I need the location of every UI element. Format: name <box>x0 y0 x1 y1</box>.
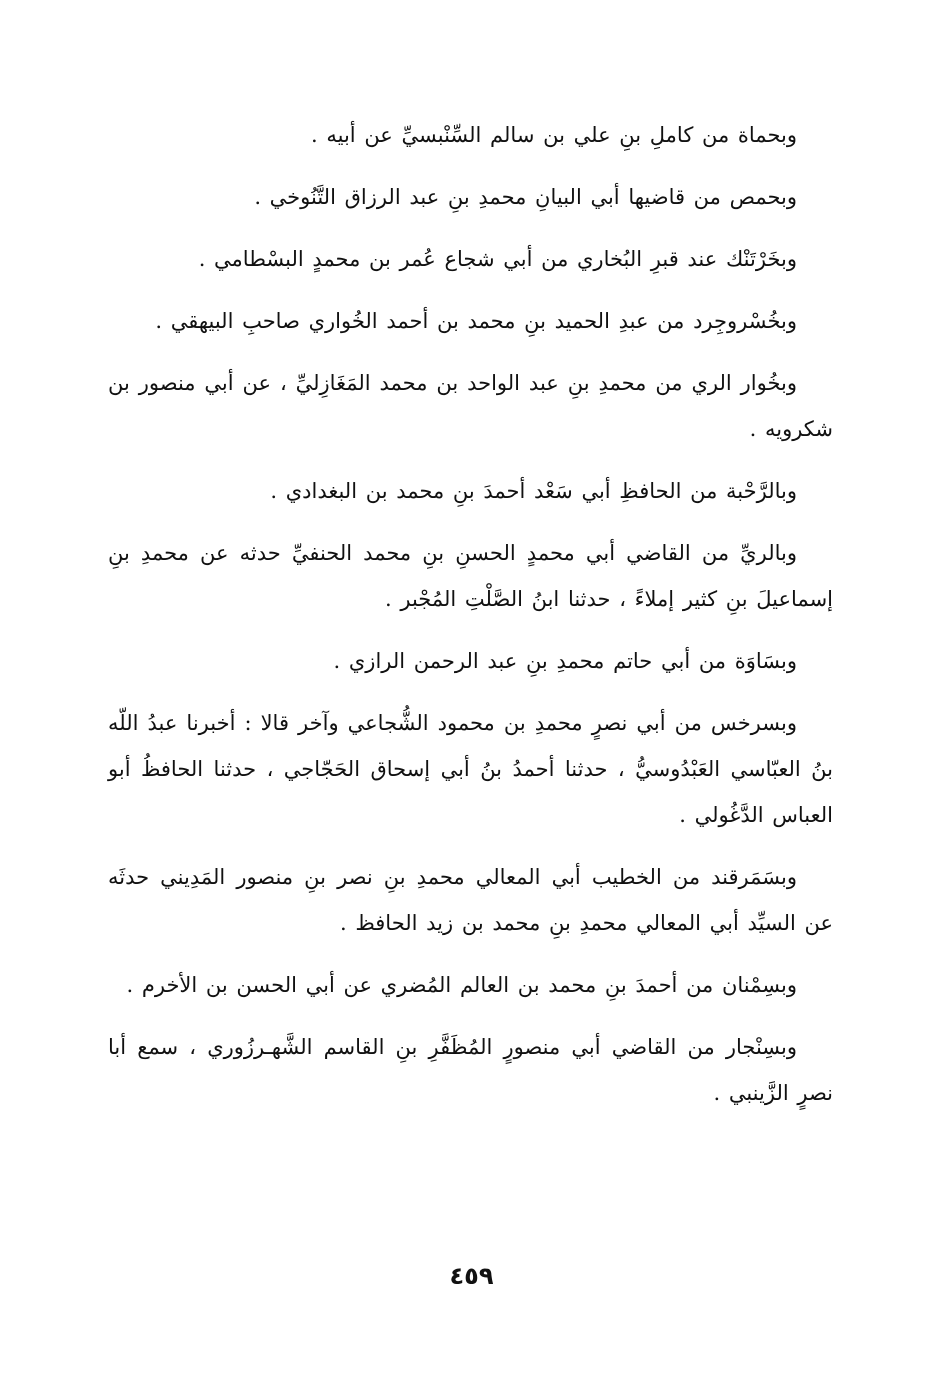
paragraph-sinjar: وبسِنْجار من القاضي أبي منصورٍ المُظَفَّرِ بنِ القاسم الشَّهـرزُوري ، سمع أبا نصرٍ الزَّينبي . <box>108 1035 833 1105</box>
paragraph-sawa: وبسَاوَة من أبي حاتم محمدِ بنِ عبد الرحمن الرازي . <box>333 649 797 673</box>
page-number: ٤٥٩ <box>449 1262 494 1290</box>
paragraph-samarqand: وبسَمَرقند من الخطيب أبي المعالي محمدِ بنِ نصر بنِ منصور المَدِيني حدثَه عن السيِّد أبي المعالي محمدِ بنِ محمد بن زيد الحافظ . <box>108 865 833 935</box>
paragraph-khusrujird: وبخُسْروجِرد من عبدِ الحميد بنِ محمد بن أحمد الخُواري صاحبِ البيهقي . <box>155 309 797 333</box>
paragraph-homs: وبحمص من قاضيها أبي البيانِ محمدِ بنِ عبد الرزاق التَّنُوخي . <box>254 185 797 209</box>
paragraph-hama: وبحماة من كاملِ بنِ علي بن سالم السِّنْبسيِّ عن أبيه . <box>311 123 797 147</box>
paragraph-khuwar-al-rayy: وبخُوار الري من محمدِ بنِ عبد الواحد بن محمد المَغَازِليِّ ، عن أبي منصور بن شكرويه . <box>108 371 833 441</box>
paragraph-sarakhs: وبسرخس من أبي نصرٍ محمدِ بن محمود الشُّجاعي وآخر قالا : أخبرنا عبدُ اللّه بنُ العبّاسي العَبْدُوسيُّ ، حدثنا أحمدُ بنُ أبي إسحاق الحَجّاجي ، حدثنا الحافظُ أبو العباس الدَّغُولي . <box>108 711 833 827</box>
paragraph-khartank: وبخَرْتَنْك عند قبرِ البُخاري من أبي شجاع عُمر بن محمدٍ البسْطامي . <box>198 247 797 271</box>
main-text <box>108 112 833 1132</box>
paragraph-rayy: وبالريِّ من القاضي أبي محمدٍ الحسنِ بنِ محمد الحنفيِّ حدثه عن محمدِ بنِ إسماعيلَ بنِ كثير إملاءً ، حدثنا ابنُ الصَّلْتِ المُجْبر . <box>108 541 833 611</box>
paragraph-rahba: وبالرَّحْبة من الحافظِ أبي سَعْد أحمدَ بنِ محمد بن البغدادي . <box>270 479 797 503</box>
paragraph-simnan: وبسِمْنان من أحمدَ بنِ محمد بن العالم المُضري عن أبي الحسن بن الأخرم . <box>126 973 797 997</box>
